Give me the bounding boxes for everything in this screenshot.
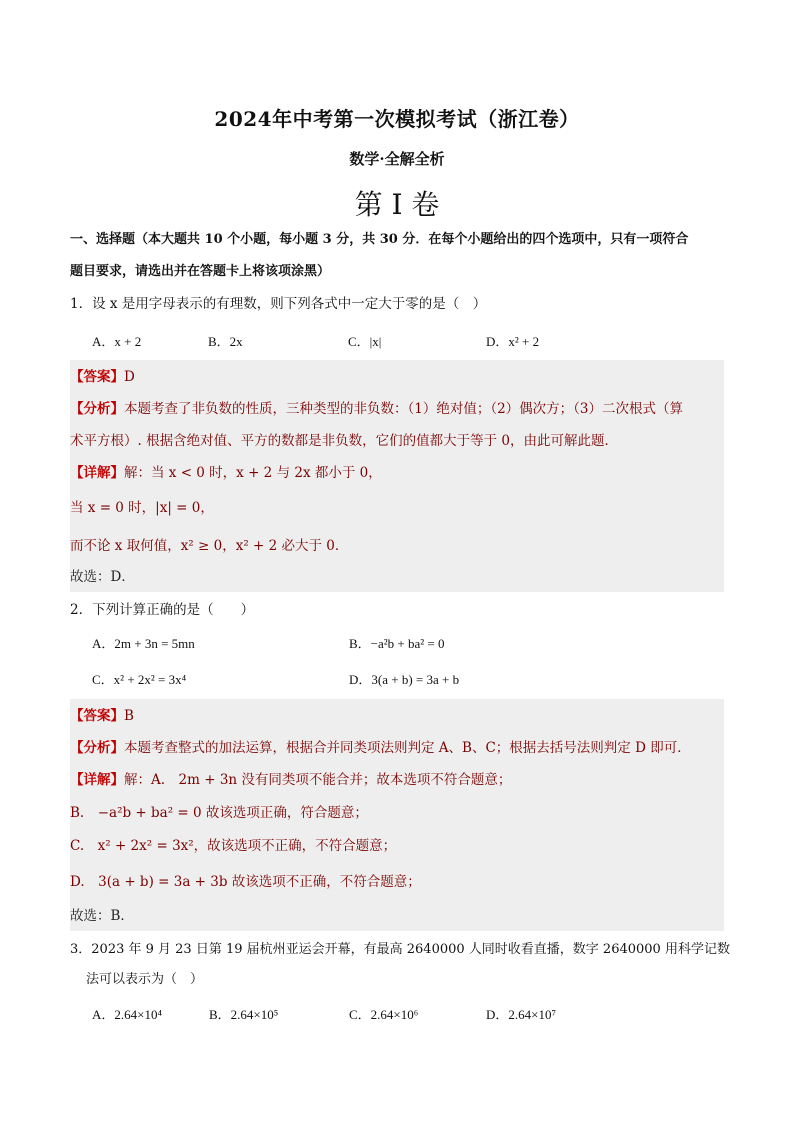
q1-detail-line3: 而不论 x 取何值，x² ≥ 0，x² + 2 必大于 0． [70, 538, 349, 554]
q1-analysis-line1 [70, 399, 683, 419]
q2-analysis-line1 [70, 738, 691, 758]
q1-analysis-text1: 本题考查了非负数的性质，三种类型的非负数：（1）绝对值；（2）偶次方；（3）二次根式（算 [124, 401, 684, 417]
question-2-stem: 2．下列计算正确的是（ ） [70, 602, 255, 618]
q2-analysis-text1: 本题考查整式的加法运算，根据合并同类项法则判定 A、B、C；根据去括号法则判定 D 即可． [124, 740, 691, 756]
q1-option-c: C．|x| [348, 334, 382, 349]
q2-option-c: C．x² + 2x² = 3x⁴ [92, 672, 187, 687]
q2-detail-line2: B. −a²b + ba² = 0 故该选项正确，符合题意； [70, 805, 368, 821]
q2-detail-line3: C. x² + 2x² = 3x²，故该选项不正确，不符合题意； [70, 838, 397, 854]
q2-answer-tag: 【答案】 [70, 708, 124, 724]
q2-detail-text1: 解：A. 2m + 3n 没有同类项不能合并；故本选项不符合题意； [124, 772, 512, 788]
question-3-stem-line2: 法可以表示为（ ） [86, 972, 204, 987]
q1-conclusion: 故选：D． [70, 569, 135, 585]
q1-answer-tag: 【答案】 [70, 369, 124, 385]
section-intro-line1: 一、选择题（本大题共 10 个小题，每小题 3 分，共 30 分．在每个小题给出的四个选项中，只有一项符合 [70, 232, 689, 247]
volume-heading: 第 I 卷 [354, 188, 440, 221]
q1-detail-line2: 当 x = 0 时，|x| = 0， [70, 500, 214, 516]
q2-option-a: A．2m + 3n = 5mn [92, 636, 195, 651]
question-1-stem: 1．设 x 是用字母表示的有理数，则下列各式中一定大于零的是（ ） [70, 296, 487, 312]
question-3-stem-line1: 3．2023 年 9 月 23 日第 19 届杭州亚运会开幕，有最高 2640000 人同时收看直播，数字 2640000 用科学记数 [70, 942, 730, 957]
q1-option-d: D．x² + 2 [486, 334, 540, 349]
q1-detail-line1 [70, 463, 382, 483]
q2-option-d: D．3(a + b) = 3a + b [349, 672, 460, 687]
page-subtitle: 数学·全解全析 [349, 150, 445, 168]
q1-detail-text1: 解：当 x < 0 时，x + 2 与 2x 都小于 0， [124, 465, 382, 481]
q3-option-d: D．2.64×10⁷ [486, 1007, 557, 1022]
q2-answer-value: B [124, 708, 134, 724]
q2-analysis-tag: 【分析】 [70, 740, 124, 756]
page-title: 2024年中考第一次模拟考试（浙江卷） [214, 107, 580, 131]
q1-option-b: B．2x [208, 334, 243, 349]
q3-option-a: A．2.64×10⁴ [92, 1007, 163, 1022]
q1-analysis-line2: 术平方根）. 根据含绝对值、平方的数都是非负数，它们的值都大于等于 0，由此可解此题． [70, 433, 618, 449]
q2-detail-line1 [70, 770, 511, 790]
q1-option-a: A．x + 2 [92, 334, 142, 349]
q1-detail-tag: 【详解】 [70, 465, 124, 481]
q1-answer-line [70, 367, 135, 387]
q3-option-c: C．2.64×10⁶ [349, 1007, 419, 1022]
q1-analysis-tag: 【分析】 [70, 401, 124, 417]
q2-detail-tag: 【详解】 [70, 772, 124, 788]
q2-detail-line4: D. 3(a + b) = 3a + 3b 故该选项不正确，不符合题意； [70, 874, 421, 890]
q3-option-b: B．2.64×10⁵ [209, 1007, 279, 1022]
section-intro-line2: 题目要求，请选出并在答题卡上将该项涂黑） [70, 264, 331, 279]
q1-answer-value: D [124, 369, 135, 385]
q2-answer-line [70, 706, 134, 726]
q2-option-b: B．−a²b + ba² = 0 [349, 636, 445, 651]
q2-conclusion: 故选：B． [70, 908, 134, 924]
